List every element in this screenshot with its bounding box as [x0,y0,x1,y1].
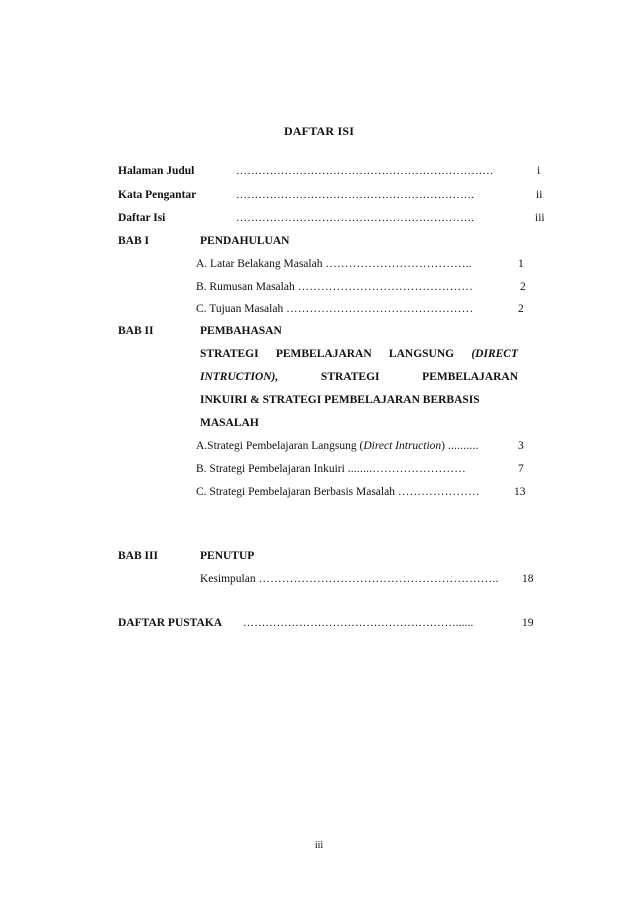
subheading-text: STRATEGI PEMBELAJARAN LANGSUNG [200,348,455,360]
page-number-footer: iii [314,840,324,851]
bab1-label: BAB I [118,235,149,247]
toc-dots: ........…………………… [347,463,466,475]
toc-dots: …………………………………………………...... [243,617,474,629]
toc-dots: ………………………………………………………. [236,212,475,224]
subheading-text-italic: INTRUCTION), [200,371,279,383]
item-text: A.Strategi Pembelajaran Langsung ( [196,440,364,452]
item-text: C. Tujuan Masalah [196,303,284,315]
toc-dots: ……………………………….. [325,258,472,270]
bab1-heading: PENDAHULUAN [200,235,290,247]
toc-dots: …………………………………………………………… [236,165,494,177]
bab2-label: BAB II [118,325,154,337]
subheading-text: STRATEGI [320,371,380,383]
item-text: Kesimpulan [200,573,256,585]
toc-page-number: 19 [522,617,534,629]
bab1-item-b [196,281,473,293]
item-text: A. Latar Belakang Masalah [196,258,323,270]
toc-page-number: 7 [518,463,524,475]
toc-dots: ………………… [397,486,480,498]
toc-page-number: i [537,165,541,177]
bab3-label: BAB III [118,550,158,562]
toc-dots: ………………………………………………………. [236,189,475,201]
bab2-subheading-line2 [200,371,518,383]
page-title: DAFTAR ISI [283,124,355,138]
bab2-item-c [196,486,480,498]
toc-dots: .......... [447,440,479,452]
subheading-text-italic: (DIRECT [471,348,518,360]
toc-label-daftar-pustaka: DAFTAR PUSTAKA [118,617,223,629]
item-text: ) [441,440,446,452]
toc-label-halaman-judul: Halaman Judul [118,165,195,177]
toc-page-number: 3 [518,440,524,452]
bab1-item-a [196,258,472,270]
bab2-item-b [196,463,466,475]
toc-dots: ……………………………………… [297,281,474,293]
bab3-heading: PENUTUP [200,550,255,562]
bab2-heading: PEMBAHASAN [200,325,282,337]
toc-dots: …………………………………………………….. [258,573,499,585]
toc-page-number: 1 [518,258,524,270]
bab2-subheading-line4: MASALAH [200,417,259,429]
toc-page-number: 2 [520,281,526,293]
toc-page-number: 13 [514,486,526,498]
item-text: C. Strategi Pembelajaran Berbasis Masalah [196,486,395,498]
toc-page-number: ii [536,189,543,201]
bab2-item-a [196,440,479,452]
item-text: B. Strategi Pembelajaran Inkuiri [196,463,345,475]
subheading-text: PEMBELAJARAN [422,371,519,383]
bab2-subheading-line3: INKUIRI & STRATEGI PEMBELAJARAN BERBASIS [200,394,480,406]
item-text: B. Rumusan Masalah [196,281,295,293]
toc-page-number: 18 [522,573,534,585]
toc-dots: ………………………………………… [286,303,474,315]
bab3-item-kesimpulan [200,573,499,585]
toc-page-number: iii [535,212,545,224]
bab1-item-c [196,303,473,315]
toc-page-number: 2 [518,303,524,315]
bab2-subheading-line1 [200,348,518,360]
toc-label-daftar-isi: Daftar Isi [118,212,166,224]
toc-label-kata-pengantar: Kata Pengantar [118,189,197,201]
item-text-italic: Direct Intruction [363,440,442,452]
